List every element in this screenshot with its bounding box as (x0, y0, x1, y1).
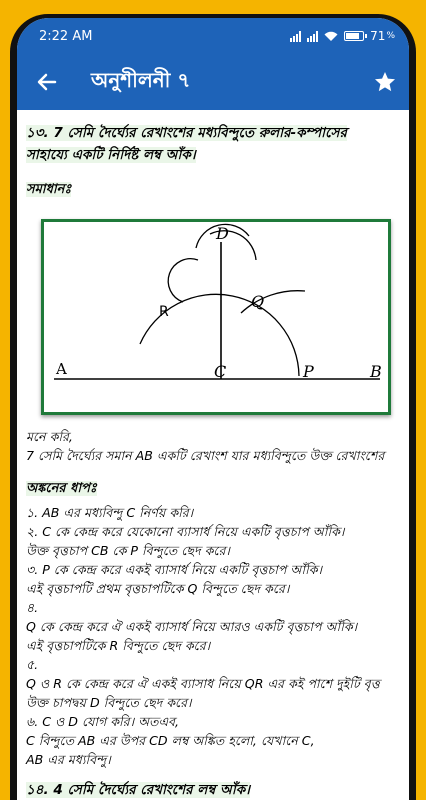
label-d: D (216, 224, 229, 243)
status-bar (17, 18, 409, 54)
label-p: P (303, 362, 314, 381)
step-line: ৩. P কে কেন্দ্র করে একই ব্যাসার্ধ নিয়ে একটি বৃত্তচাপ আঁকি। (26, 562, 323, 577)
question-text: ১৩. 7 সেমি দৈর্ঘ্যের রেখাংশের মধ্যবিন্দুতে রুলার-কম্পাসের সাহায্যে একটি নির্দিষ্ট লম্ব আঁক। (26, 125, 347, 163)
step-line: ২. C কে কেন্দ্র করে যেকোনো ব্যাসার্ধ নিয়ে একটি বৃত্তচাপ আঁকি। (26, 524, 345, 539)
label-a: A (56, 360, 67, 378)
step-line: C বিন্দুতে AB এর উপর CD লম্ব অঙ্কিত হলো, যেখানে C, (26, 733, 315, 748)
step-line: উক্ত চাপদ্বয় D বিন্দুতে ছেদ করে। (26, 695, 192, 710)
lesson-content (17, 110, 409, 800)
label-b: B (370, 362, 382, 381)
label-q: Q (251, 292, 265, 311)
steps-title: অঙ্কনের ধাপঃ (26, 481, 97, 496)
step-line: ৪. (26, 600, 39, 615)
step-line: ৫. (26, 657, 39, 672)
step-line: ১. AB এর মধ্যবিন্দু C নির্ণয় করি। (26, 505, 194, 520)
solution-label: সমাধানঃ (26, 182, 72, 197)
step-line: এই বৃত্তচাপটিকে R বিন্দুতে ছেদ করে। (26, 638, 211, 653)
page-title: অনুশীলনী ৭ (91, 67, 191, 92)
wifi-icon (324, 31, 338, 42)
step-line: Q কে কেন্দ্র করে ঐ একই ব্যাসার্ধ নিয়ে আরও একটি বৃত্তচাপ আঁকি। (26, 619, 358, 634)
construction-steps (26, 503, 409, 769)
signal-icon (307, 31, 318, 42)
status-time: 2:22 AM (39, 28, 93, 44)
step-line: AB এর মধ্যবিন্দু। (26, 752, 111, 767)
battery-icon (344, 31, 364, 41)
app-bar (17, 54, 409, 110)
phone-frame (10, 14, 416, 800)
step-line: এই বৃত্তচাপটি প্রথম বৃত্তচাপটিকে Q বিন্দুতে ছেদ করে। (26, 581, 290, 596)
battery-level: 71 (370, 29, 386, 43)
arc-center-r (168, 259, 198, 302)
label-r: R (159, 304, 169, 320)
label-c: C (214, 362, 227, 381)
next-question: ১৪. 4 সেমি দৈর্ঘ্যের রেখাংশের লম্ব আঁক। (26, 782, 251, 798)
construction-figure (41, 219, 391, 415)
step-line: উক্ত বৃত্তচাপ CB কে P বিন্দুতে ছেদ করে। (26, 543, 230, 558)
signal-icon (290, 31, 301, 42)
intro-text: মনে করি, 7 সেমি দৈর্ঘ্যের সমান AB একটি রেখাংশ যার মধ্যবিন্দুতে উক্ত রেখাংশের (26, 429, 385, 463)
battery-unit: % (386, 31, 395, 41)
step-line: ৬. C ও D যোগ করি। অতএব, (26, 714, 180, 729)
step-line: Q ও R কে কেন্দ্র করে ঐ একই ব্যাসাধ নিয়ে QR এর কই পাশে দুইটি বৃত্ত (26, 676, 380, 691)
favorite-star-icon[interactable] (373, 70, 397, 94)
screen (17, 18, 409, 800)
construction-diagram (44, 222, 388, 412)
back-arrow-icon[interactable] (37, 73, 57, 91)
